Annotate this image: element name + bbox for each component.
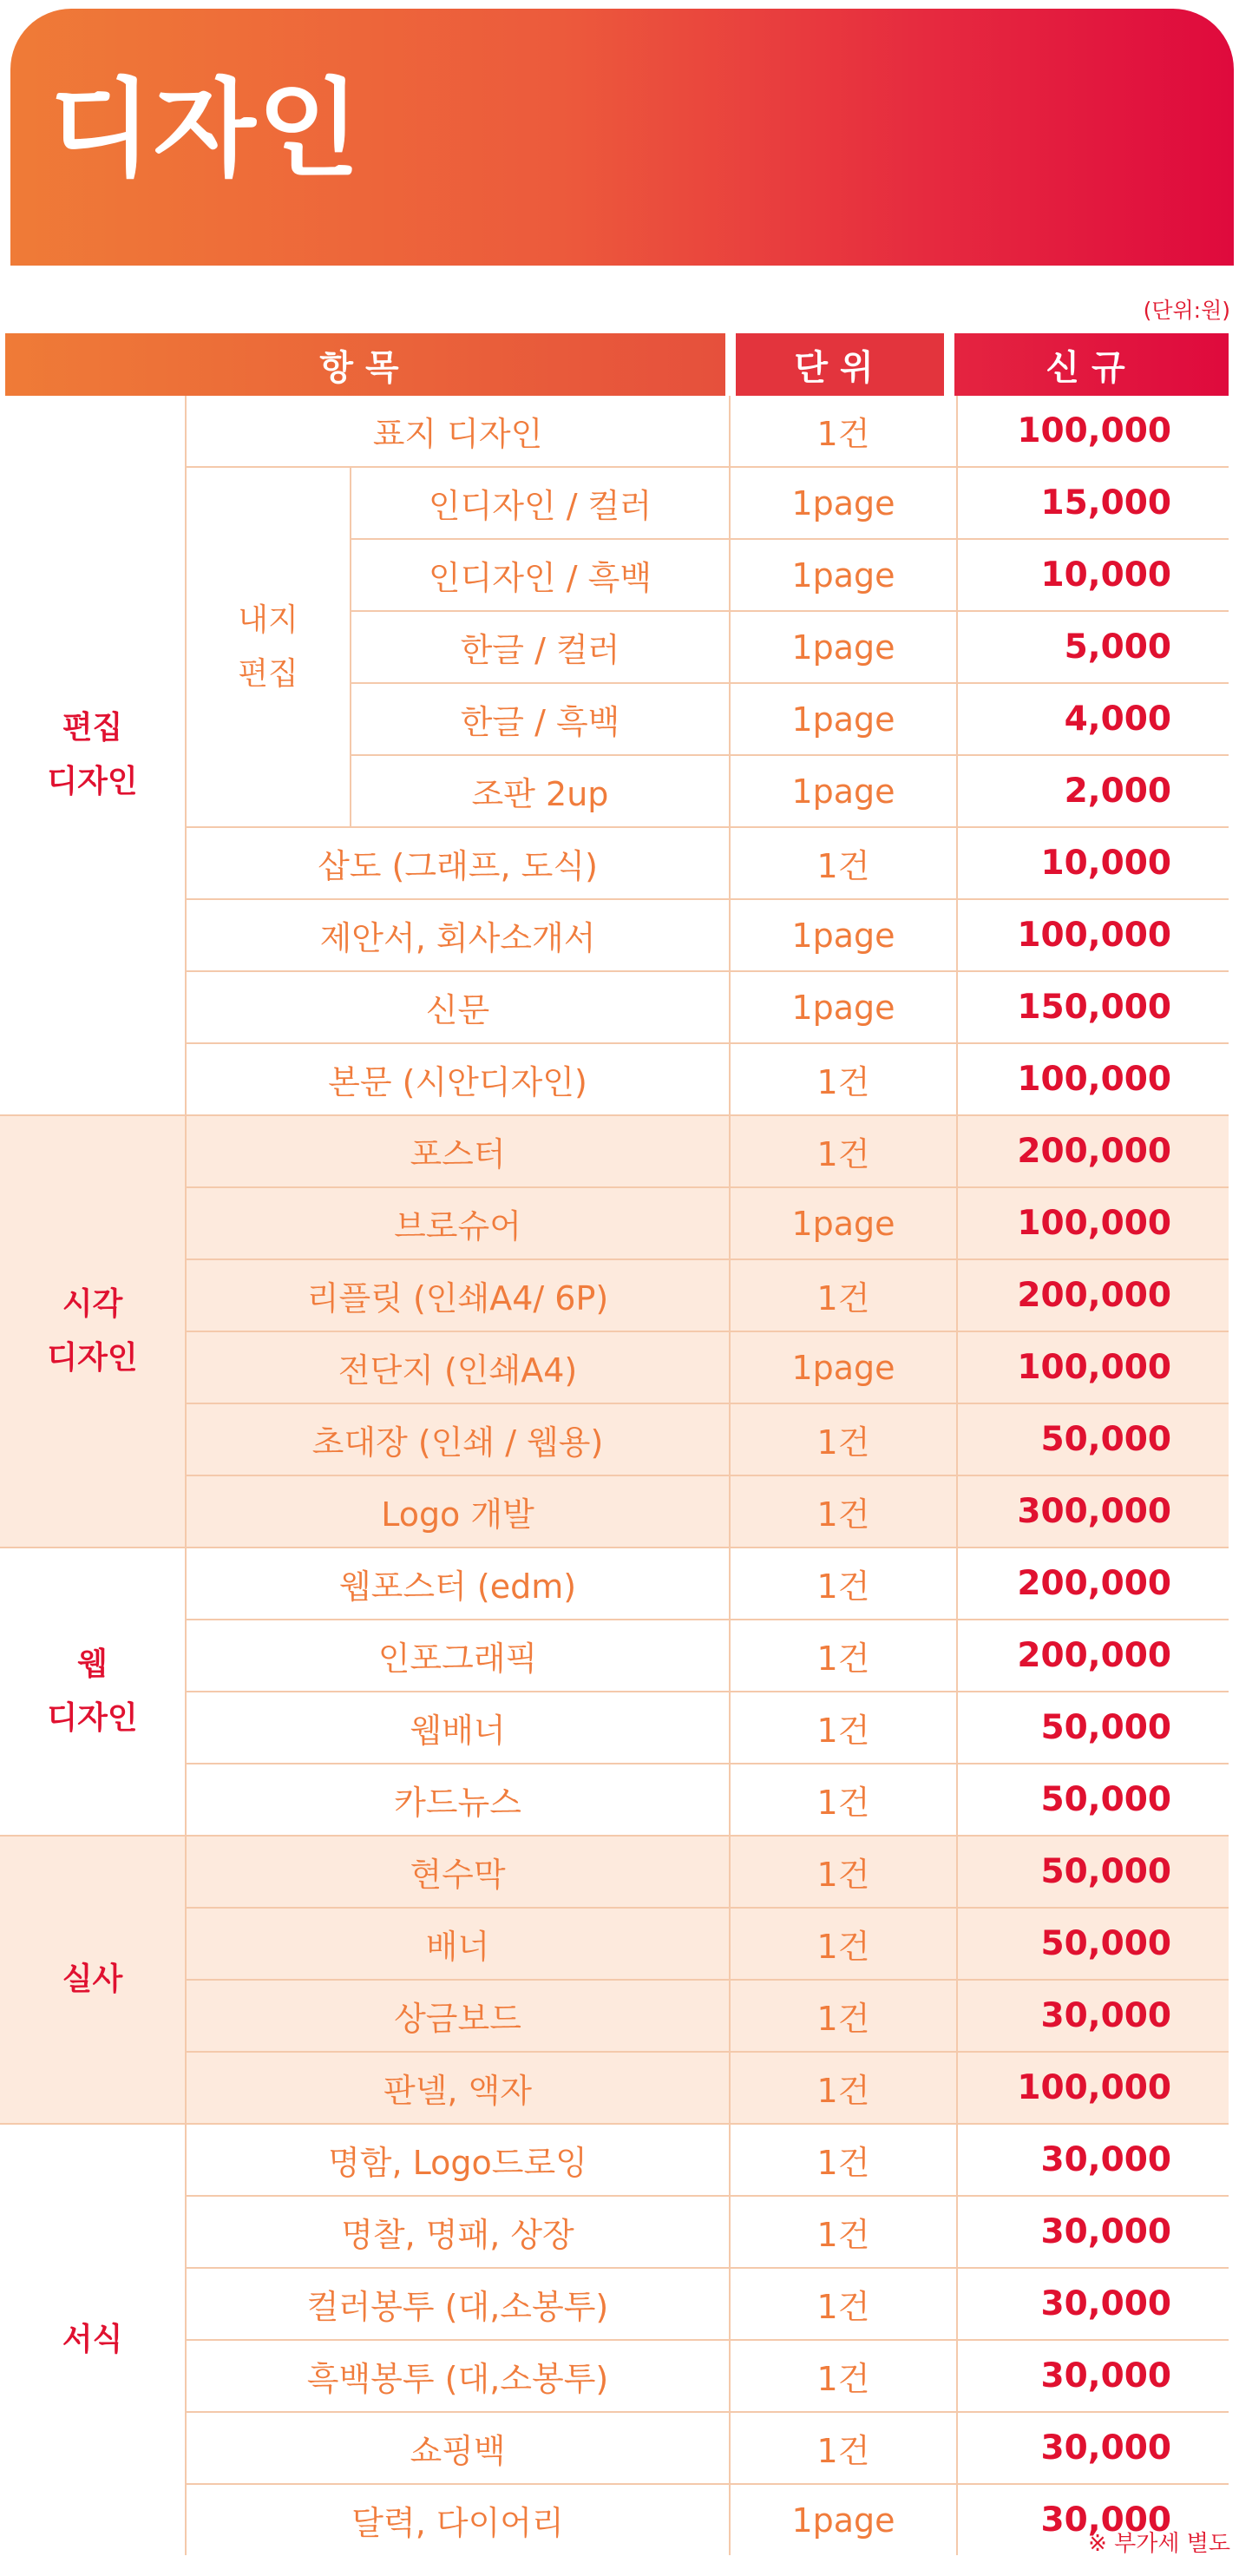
unit-cell: 1건	[730, 1692, 957, 1764]
unit-cell: 1건	[730, 2052, 957, 2124]
unit-cell: 1건	[730, 396, 957, 467]
item-cell: 인디자인 / 컬러	[351, 467, 730, 539]
item-cell: 달력, 다이어리	[186, 2484, 730, 2555]
header-unit: 단위	[736, 333, 944, 396]
unit-cell: 1page	[730, 683, 957, 755]
subcategory-cell: 내지 편집	[186, 467, 351, 827]
price-cell: 30,000	[957, 2340, 1229, 2412]
unit-cell: 1건	[730, 1043, 957, 1115]
item-cell: 쇼핑백	[186, 2412, 730, 2484]
price-cell: 10,000	[957, 827, 1229, 899]
item-cell: 전단지 (인쇄A4)	[186, 1331, 730, 1403]
unit-cell: 1건	[730, 827, 957, 899]
price-table	[0, 396, 1229, 2555]
price-cell: 30,000	[957, 2484, 1229, 2555]
unit-cell: 1page	[730, 1331, 957, 1403]
unit-cell: 1건	[730, 1475, 957, 1548]
item-cell: 신문	[186, 971, 730, 1043]
item-cell: 인디자인 / 흑백	[351, 539, 730, 611]
item-cell: 카드뉴스	[186, 1764, 730, 1836]
price-cell: 15,000	[957, 467, 1229, 539]
unit-cell: 1page	[730, 1187, 957, 1259]
category-cell: 실사	[0, 1836, 186, 2124]
price-cell: 50,000	[957, 1764, 1229, 1836]
unit-note: (단위:원)	[1143, 298, 1230, 323]
item-cell: 배너	[186, 1908, 730, 1980]
item-cell: 브로슈어	[186, 1187, 730, 1259]
item-cell: 리플릿 (인쇄A4/ 6P)	[186, 1259, 730, 1331]
unit-cell: 1page	[730, 539, 957, 611]
item-cell: 현수막	[186, 1836, 730, 1908]
unit-cell: 1page	[730, 467, 957, 539]
item-cell: Logo 개발	[186, 1475, 730, 1548]
item-cell: 판넬, 액자	[186, 2052, 730, 2124]
unit-cell: 1page	[730, 971, 957, 1043]
item-cell: 명함, Logo드로잉	[186, 2124, 730, 2196]
unit-cell: 1건	[730, 1259, 957, 1331]
unit-cell: 1page	[730, 611, 957, 683]
table-row	[0, 396, 1229, 467]
price-cell: 30,000	[957, 2268, 1229, 2340]
price-cell: 200,000	[957, 1620, 1229, 1692]
unit-cell: 1건	[730, 1908, 957, 1980]
item-cell: 표지 디자인	[186, 396, 730, 467]
price-cell: 200,000	[957, 1115, 1229, 1187]
unit-cell: 1건	[730, 2340, 957, 2412]
unit-cell: 1건	[730, 1548, 957, 1620]
price-cell: 100,000	[957, 1187, 1229, 1259]
category-cell: 웹 디자인	[0, 1548, 186, 1836]
table-row	[0, 1836, 1229, 1908]
price-cell: 50,000	[957, 1836, 1229, 1908]
price-cell: 50,000	[957, 1692, 1229, 1764]
vat-footnote: ※ 부가세 별도	[1088, 2531, 1230, 2557]
price-cell: 50,000	[957, 1403, 1229, 1475]
table-row	[0, 2124, 1229, 2196]
price-cell: 50,000	[957, 1908, 1229, 1980]
unit-cell: 1건	[730, 1980, 957, 2052]
table-row	[0, 1548, 1229, 1620]
price-table-body	[0, 396, 1229, 2555]
price-cell: 100,000	[957, 396, 1229, 467]
price-cell: 30,000	[957, 2196, 1229, 2268]
item-cell: 웹배너	[186, 1692, 730, 1764]
item-cell: 명찰, 명패, 상장	[186, 2196, 730, 2268]
price-cell: 150,000	[957, 971, 1229, 1043]
price-cell: 100,000	[957, 899, 1229, 971]
item-cell: 웹포스터 (edm)	[186, 1548, 730, 1620]
category-cell: 편집 디자인	[47, 710, 138, 799]
unit-cell: 1page	[730, 2484, 957, 2555]
unit-cell: 1건	[730, 2412, 957, 2484]
price-cell: 10,000	[957, 539, 1229, 611]
price-cell: 30,000	[957, 1980, 1229, 2052]
item-cell: 삽도 (그래프, 도식)	[186, 827, 730, 899]
item-cell: 흑백봉투 (대,소봉투)	[186, 2340, 730, 2412]
item-cell: 컬러봉투 (대,소봉투)	[186, 2268, 730, 2340]
header-item: 항목	[5, 333, 725, 396]
title-banner	[10, 9, 1234, 266]
page-title: 디자인	[49, 68, 362, 191]
category-cell: 시각 디자인	[0, 1115, 186, 1548]
price-cell: 200,000	[957, 1548, 1229, 1620]
price-cell: 30,000	[957, 2124, 1229, 2196]
price-cell: 2,000	[957, 755, 1229, 827]
item-cell: 인포그래픽	[186, 1620, 730, 1692]
header-new: 신규	[954, 333, 1229, 396]
item-cell: 한글 / 흑백	[351, 683, 730, 755]
price-cell: 300,000	[957, 1475, 1229, 1548]
price-cell: 30,000	[957, 2412, 1229, 2484]
unit-cell: 1page	[730, 755, 957, 827]
price-cell: 100,000	[957, 1043, 1229, 1115]
unit-cell: 1건	[730, 2196, 957, 2268]
unit-cell: 1건	[730, 1403, 957, 1475]
item-cell: 조판 2up	[351, 755, 730, 827]
item-cell: 포스터	[186, 1115, 730, 1187]
price-cell: 4,000	[957, 683, 1229, 755]
unit-cell: 1건	[730, 2124, 957, 2196]
price-cell: 100,000	[957, 1331, 1229, 1403]
unit-cell: 1건	[730, 1764, 957, 1836]
price-cell: 100,000	[957, 2052, 1229, 2124]
item-cell: 제안서, 회사소개서	[186, 899, 730, 971]
unit-cell: 1건	[730, 1115, 957, 1187]
item-cell: 한글 / 컬러	[351, 611, 730, 683]
item-cell: 상금보드	[186, 1980, 730, 2052]
unit-cell: 1건	[730, 1836, 957, 1908]
table-row	[0, 1115, 1229, 1187]
unit-cell: 1page	[730, 899, 957, 971]
price-cell: 5,000	[957, 611, 1229, 683]
unit-cell: 1건	[730, 1620, 957, 1692]
unit-cell: 1건	[730, 2268, 957, 2340]
price-cell: 200,000	[957, 1259, 1229, 1331]
category-cell: 서식	[0, 2124, 186, 2555]
item-cell: 초대장 (인쇄 / 웹용)	[186, 1403, 730, 1475]
item-cell: 본문 (시안디자인)	[186, 1043, 730, 1115]
